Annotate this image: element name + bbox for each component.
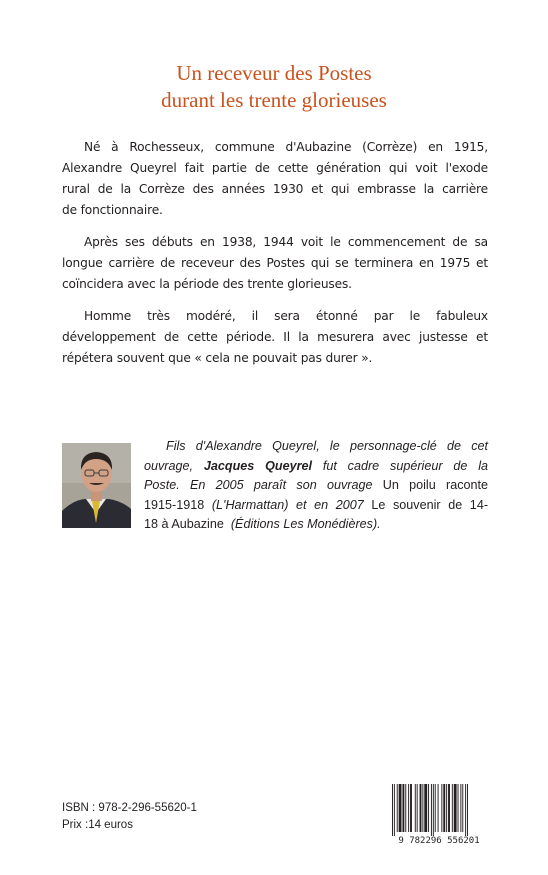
author-bio (144, 437, 488, 535)
barcode-bar (431, 784, 432, 836)
book-title-souvenir-end: 18 à Aubazine (144, 517, 224, 532)
barcode-bar (397, 784, 398, 832)
barcode (388, 783, 490, 845)
text-line: Après ses débuts en 1938, 1944 voit le commencement de sa (84, 235, 488, 249)
text-line: de fonctionnaire. (62, 203, 163, 217)
bio-text: Fils d'Alexandre Queyrel, le personnage-clé de cet (166, 439, 488, 453)
book-title (0, 60, 548, 114)
text-line: développement de cette période. Il la mesurera avec justesse et (62, 330, 488, 344)
barcode-bar (448, 784, 450, 832)
book-title-poilu-years: 1915-1918 (144, 497, 205, 512)
barcode-bar (454, 784, 457, 832)
barcode-bar (392, 784, 393, 836)
bio-text: fut cadre supérieur de la (322, 458, 488, 473)
text-line: rural de la Corrèze des années 1930 et qui embrasse la carrière (62, 182, 488, 196)
barcode-bar (405, 784, 406, 832)
price-label: Prix :14 euros (62, 819, 133, 831)
barcode-bar (394, 784, 395, 836)
bio-text: ouvrage, (144, 458, 194, 473)
paragraph-character (62, 306, 488, 369)
barcode-bar (460, 784, 461, 832)
barcode-bar (415, 784, 416, 832)
title-line-1: Un receveur des Postes (176, 61, 372, 85)
barcode-bar (462, 784, 463, 832)
barcode-bar (399, 784, 402, 832)
barcode-bar (424, 784, 427, 832)
text-line: coïncidera avec la période des trente glorieuses. (62, 277, 352, 291)
barcode-bar (441, 784, 442, 832)
book-title-poilu: Un poilu raconte (382, 478, 489, 493)
isbn-label: ISBN : 978-2-296-55620-1 (62, 802, 197, 814)
barcode-bar (465, 784, 466, 836)
barcode-bar (410, 784, 412, 832)
barcode-bar (417, 784, 418, 832)
barcode-bar (408, 784, 409, 832)
barcode-bar (435, 784, 436, 832)
book-title-souvenir: Le souvenir de 14- (371, 497, 489, 512)
barcode-bar (458, 784, 459, 832)
text-line: Homme très modéré, il sera étonné par le fabuleux (84, 309, 488, 323)
barcode-bar (428, 784, 429, 832)
paragraph-birth (62, 137, 488, 221)
paragraph-career (62, 232, 488, 295)
bio-text: Poste. En 2005 paraît son ouvrage (144, 478, 373, 493)
barcode-bar (446, 784, 447, 832)
text-line: longue carrière de receveur des Postes qui se terminera en 1975 et (62, 256, 488, 270)
author-photo (62, 443, 131, 528)
barcode-bar (438, 784, 439, 832)
publisher: (Éditions Les Monédières). (230, 517, 381, 532)
barcode-bar (443, 784, 445, 832)
barcode-bar (422, 784, 423, 832)
barcode-bar (402, 784, 404, 832)
barcode-digits: 9 782296 556201 (398, 836, 480, 845)
text-line: Alexandre Queyrel fait partie de cette génération qui voit l'exode (62, 161, 488, 175)
barcode-bar (420, 784, 422, 832)
barcode-bar (433, 784, 434, 836)
barcode-bar (467, 784, 468, 836)
text-line: répétera souvent que « cela ne pouvait pas durer ». (62, 351, 373, 365)
barcode-bar (452, 784, 453, 832)
text-line: Né à Rochesseux, commune d'Aubazine (Corrèze) en 1915, (84, 140, 488, 154)
title-line-2: durant les trente glorieuses (161, 88, 387, 112)
isbn-price-block (62, 800, 197, 834)
publisher: (L'Harmattan) (211, 497, 289, 512)
author-name: Jacques Queyrel (203, 458, 312, 473)
bio-text: et en 2007 (296, 497, 364, 512)
